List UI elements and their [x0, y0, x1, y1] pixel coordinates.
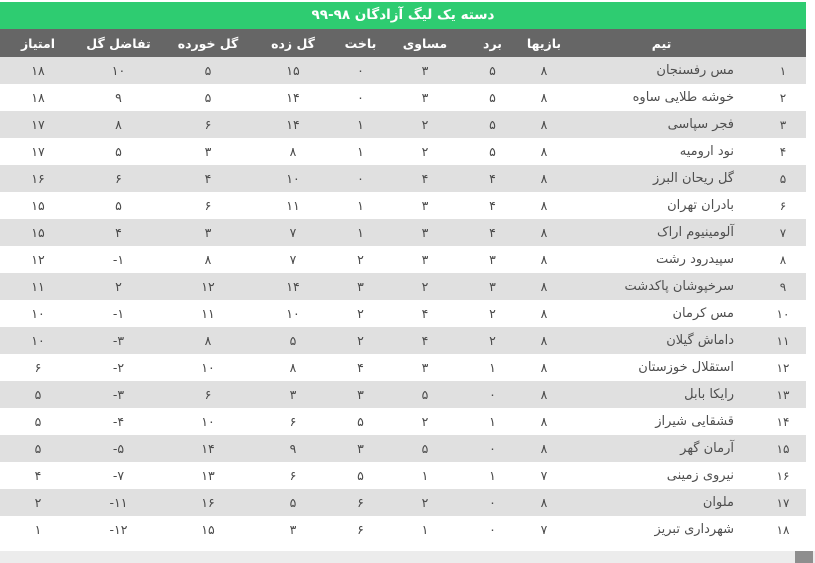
team-name: آلومینیوم اراک: [563, 219, 760, 246]
team-name: بادران تهران: [667, 198, 734, 213]
rank-cell: ۹: [760, 273, 806, 300]
points-cell: ۱۸: [31, 90, 45, 105]
standings-row: [0, 300, 806, 327]
rank-cell: ۳: [760, 111, 806, 138]
played-cell: ۷: [540, 522, 548, 537]
points-cell: ۱۷: [0, 111, 76, 138]
losses-cell: ۵: [357, 414, 364, 429]
goals-for-cell: ۱۴: [255, 111, 331, 138]
team-name: فجر سپاسی: [563, 111, 760, 138]
losses-cell: ۶: [331, 489, 390, 516]
team-name: سپیدرود رشت: [656, 252, 734, 267]
standings-row: [0, 489, 806, 516]
team-name: سرخپوشان پاکدشت: [563, 273, 760, 300]
league-title: دسته یک لیگ آزادگان ۹۸-۹۹: [311, 7, 495, 23]
goals-for-cell: ۸: [289, 360, 297, 375]
team-name: استقلال خوزستان: [638, 360, 734, 375]
draws-cell: ۳: [421, 360, 429, 375]
goals-for-cell: ۸: [289, 144, 297, 159]
points-cell: ۲: [0, 489, 76, 516]
losses-cell: ۵: [357, 468, 364, 483]
draws-cell: ۳: [390, 57, 460, 84]
goals-against-cell: ۱۱: [201, 306, 215, 321]
wins-cell: ۲: [489, 306, 496, 321]
rank-cell: ۸: [779, 252, 787, 267]
wins-cell: ۰: [460, 381, 525, 408]
draws-cell: ۵: [390, 435, 460, 462]
draws-cell: ۱: [421, 468, 429, 483]
header-losses: باخت: [331, 29, 390, 57]
losses-cell: ۲: [357, 252, 364, 267]
goals-against-cell: ۶: [161, 381, 255, 408]
goals-against-cell: ۶: [204, 198, 212, 213]
standings-row: [0, 462, 806, 489]
team-name: ملوان: [563, 489, 760, 516]
draws-cell: ۳: [421, 198, 429, 213]
draws-cell: ۳: [421, 252, 429, 267]
points-cell: ۱۵: [31, 198, 45, 213]
rank-cell: ۱۰: [776, 306, 790, 321]
goal-diff-cell: -۱۱: [76, 489, 161, 516]
standings-row: [0, 516, 806, 543]
played-cell: ۸: [525, 489, 563, 516]
goals-against-cell: ۸: [161, 327, 255, 354]
wins-cell: ۰: [489, 522, 496, 537]
draws-cell: ۲: [421, 144, 429, 159]
losses-cell: ۰: [357, 90, 364, 105]
wins-cell: ۵: [489, 90, 496, 105]
points-cell: ۱۸: [0, 57, 76, 84]
header-rank: [760, 29, 806, 57]
points-cell: ۴: [34, 468, 42, 483]
wins-cell: ۴: [489, 198, 496, 213]
rank-cell: ۵: [760, 165, 806, 192]
goals-against-cell: ۱۳: [201, 468, 215, 483]
wins-cell: ۱: [489, 468, 496, 483]
played-cell: ۸: [540, 414, 548, 429]
played-cell: ۸: [525, 381, 563, 408]
goals-against-cell: ۱۵: [201, 522, 215, 537]
horizontal-scrollbar-thumb[interactable]: [795, 551, 813, 563]
wins-cell: ۲: [460, 327, 525, 354]
team-name: نود ارومیه: [679, 144, 734, 159]
goals-against-cell: ۱۰: [201, 414, 215, 429]
wins-cell: ۳: [489, 252, 496, 267]
losses-cell: ۴: [357, 360, 364, 375]
goal-diff-cell: ۹: [115, 90, 122, 105]
goals-for-cell: ۷: [289, 252, 297, 267]
goals-for-cell: ۹: [255, 435, 331, 462]
points-cell: ۱۵: [0, 219, 76, 246]
standings-row: [0, 84, 806, 111]
rank-cell: ۲: [779, 90, 787, 105]
league-standings-widget: [0, 2, 806, 543]
losses-cell: ۰: [331, 165, 390, 192]
header-wins: برد: [460, 29, 525, 57]
draws-cell: ۵: [390, 381, 460, 408]
goal-diff-cell: -۳: [76, 381, 161, 408]
points-cell: ۱۷: [31, 144, 45, 159]
goals-for-cell: ۱۰: [255, 165, 331, 192]
standings-header-row: [0, 29, 806, 57]
header-played: بازیها: [525, 29, 563, 57]
wins-cell: ۴: [460, 219, 525, 246]
goals-for-cell: ۷: [255, 219, 331, 246]
goals-against-cell: ۶: [161, 111, 255, 138]
draws-cell: ۲: [421, 414, 429, 429]
goal-diff-cell: -۵: [76, 435, 161, 462]
points-cell: ۵: [0, 381, 76, 408]
wins-cell: ۵: [489, 144, 496, 159]
goal-diff-cell: -۲: [112, 360, 125, 375]
played-cell: ۸: [525, 435, 563, 462]
played-cell: ۷: [540, 468, 548, 483]
losses-cell: ۶: [357, 522, 364, 537]
team-name: نیروی زمینی: [666, 468, 734, 483]
goals-for-cell: ۶: [289, 414, 297, 429]
points-cell: ۱۲: [31, 252, 45, 267]
points-cell: ۱۰: [31, 306, 45, 321]
team-name: قشقایی شیراز: [655, 414, 734, 429]
wins-cell: ۰: [460, 435, 525, 462]
losses-cell: ۲: [357, 306, 364, 321]
rank-cell: ۴: [779, 144, 787, 159]
points-cell: ۶: [34, 360, 42, 375]
draws-cell: ۴: [390, 165, 460, 192]
played-cell: ۸: [540, 360, 548, 375]
rank-cell: ۱۷: [760, 489, 806, 516]
wins-cell: ۴: [460, 165, 525, 192]
rank-cell: ۱۴: [776, 414, 790, 429]
losses-cell: ۱: [331, 219, 390, 246]
points-cell: ۱۶: [0, 165, 76, 192]
rank-cell: ۱۱: [760, 327, 806, 354]
team-name: گل ریحان البرز: [563, 165, 760, 192]
goals-for-cell: ۱۵: [255, 57, 331, 84]
standings-row: [0, 219, 806, 246]
goals-against-cell: ۸: [204, 252, 212, 267]
goals-for-cell: ۳: [289, 522, 297, 537]
header-team: تیم: [563, 29, 760, 57]
losses-cell: ۲: [331, 327, 390, 354]
draws-cell: ۴: [421, 306, 429, 321]
standings-row: [0, 111, 806, 138]
played-cell: ۸: [540, 252, 548, 267]
team-name: داماش گیلان: [563, 327, 760, 354]
goals-for-cell: ۵: [255, 327, 331, 354]
draws-cell: ۳: [390, 219, 460, 246]
team-name: شهرداری تبریز: [654, 522, 734, 537]
header-goal-diff: تفاضل گل: [76, 29, 161, 57]
standings-row: [0, 192, 806, 219]
team-name: خوشه طلایی ساوه: [632, 90, 734, 105]
played-cell: ۸: [525, 327, 563, 354]
standings-row: [0, 165, 806, 192]
standings-table: [0, 29, 806, 543]
played-cell: ۸: [540, 198, 548, 213]
header-draws: مساوی: [390, 29, 460, 57]
goals-against-cell: ۱۲: [161, 273, 255, 300]
played-cell: ۸: [540, 90, 548, 105]
points-cell: ۵: [34, 414, 42, 429]
standings-row: [0, 381, 806, 408]
goals-for-cell: ۱۴: [255, 273, 331, 300]
header-points: امتیاز: [0, 29, 76, 57]
goals-for-cell: ۵: [255, 489, 331, 516]
rank-cell: ۱۲: [776, 360, 790, 375]
goal-diff-cell: ۲: [76, 273, 161, 300]
played-cell: ۸: [525, 111, 563, 138]
wins-cell: ۱: [489, 414, 496, 429]
standings-row: [0, 57, 806, 84]
goal-diff-cell: ۸: [76, 111, 161, 138]
goal-diff-cell: ۴: [76, 219, 161, 246]
goals-against-cell: ۳: [204, 144, 212, 159]
goal-diff-cell: ۶: [76, 165, 161, 192]
goal-diff-cell: ۱۰: [76, 57, 161, 84]
header-goals-for: گل زده: [255, 29, 331, 57]
goals-against-cell: ۱۴: [161, 435, 255, 462]
standings-row: [0, 246, 806, 273]
wins-cell: ۳: [460, 273, 525, 300]
goals-against-cell: ۵: [204, 90, 212, 105]
draws-cell: ۲: [390, 111, 460, 138]
goals-against-cell: ۴: [161, 165, 255, 192]
played-cell: ۸: [525, 219, 563, 246]
team-name: مس کرمان: [672, 306, 734, 321]
horizontal-scrollbar-track[interactable]: [0, 551, 815, 563]
goal-diff-cell: ۵: [115, 198, 122, 213]
goals-against-cell: ۱۶: [161, 489, 255, 516]
standings-row: [0, 408, 806, 435]
losses-cell: ۳: [331, 273, 390, 300]
goal-diff-cell: -۷: [112, 468, 125, 483]
header-goals-against: گل خورده: [161, 29, 255, 57]
wins-cell: ۵: [460, 111, 525, 138]
goal-diff-cell: -۴: [112, 414, 125, 429]
played-cell: ۸: [525, 57, 563, 84]
rank-cell: ۱۵: [760, 435, 806, 462]
rank-cell: ۱: [760, 57, 806, 84]
goals-against-cell: ۳: [161, 219, 255, 246]
played-cell: ۸: [525, 273, 563, 300]
goal-diff-cell: -۱۲: [109, 522, 128, 537]
wins-cell: ۱: [489, 360, 496, 375]
losses-cell: ۰: [331, 57, 390, 84]
played-cell: ۸: [540, 144, 548, 159]
goal-diff-cell: ۵: [115, 144, 122, 159]
standings-row: [0, 354, 806, 381]
wins-cell: ۰: [460, 489, 525, 516]
points-cell: ۵: [0, 435, 76, 462]
goals-for-cell: ۱۱: [286, 198, 300, 213]
rank-cell: ۱۸: [776, 522, 790, 537]
standings-body: [0, 57, 806, 543]
goals-against-cell: ۵: [161, 57, 255, 84]
draws-cell: ۱: [421, 522, 429, 537]
goals-against-cell: ۱۰: [201, 360, 215, 375]
standings-row: [0, 435, 806, 462]
rank-cell: ۷: [760, 219, 806, 246]
draws-cell: ۴: [390, 327, 460, 354]
losses-cell: ۳: [331, 435, 390, 462]
goals-for-cell: ۱۰: [286, 306, 300, 321]
goal-diff-cell: -۳: [76, 327, 161, 354]
goal-diff-cell: -۱: [112, 252, 125, 267]
losses-cell: ۱: [357, 144, 364, 159]
wins-cell: ۵: [460, 57, 525, 84]
league-title-bar: [0, 2, 806, 29]
rank-cell: ۱۶: [776, 468, 790, 483]
standings-row: [0, 273, 806, 300]
goals-for-cell: ۶: [289, 468, 297, 483]
team-name: آرمان گهر: [563, 435, 760, 462]
team-name: رایکا بابل: [563, 381, 760, 408]
played-cell: ۸: [525, 165, 563, 192]
rank-cell: ۶: [779, 198, 787, 213]
goals-for-cell: ۱۴: [286, 90, 300, 105]
standings-row: [0, 138, 806, 165]
goals-for-cell: ۳: [255, 381, 331, 408]
standings-row: [0, 327, 806, 354]
played-cell: ۸: [540, 306, 548, 321]
draws-cell: ۳: [421, 90, 429, 105]
losses-cell: ۱: [357, 198, 364, 213]
points-cell: ۱: [34, 522, 42, 537]
draws-cell: ۲: [390, 489, 460, 516]
points-cell: ۱۰: [0, 327, 76, 354]
points-cell: ۱۱: [0, 273, 76, 300]
losses-cell: ۳: [331, 381, 390, 408]
losses-cell: ۱: [331, 111, 390, 138]
rank-cell: ۱۳: [760, 381, 806, 408]
team-name: مس رفسنجان: [563, 57, 760, 84]
draws-cell: ۲: [390, 273, 460, 300]
goal-diff-cell: -۱: [112, 306, 125, 321]
